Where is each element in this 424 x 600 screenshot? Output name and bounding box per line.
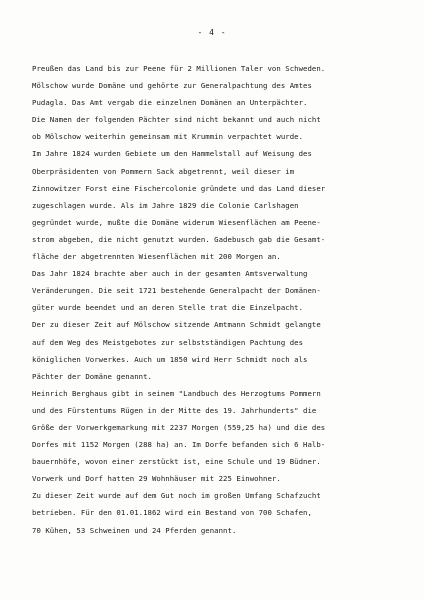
text-line: Die Namen der folgenden Pächter sind nicht bekannt und auch nicht <box>32 115 321 125</box>
text-line: Der zu dieser Zeit auf Mölschow sitzende Amtmann Schmidt gelangte <box>32 320 321 330</box>
text-line: bauernhöfe, wovon einer zerstückt ist, eine Schule und 19 Büdner. <box>32 457 321 467</box>
text-line: ob Mölschow weiterhin gemeinsam mit Krummin verpachtet wurde. <box>32 132 304 142</box>
text-line: strom abgeben, die nicht genutzt wurden. Gadebusch gab die Gesamt- <box>32 234 326 244</box>
text-line: Heinrich Berghaus gibt in seinem "Landbuch des Herzogtums Pommern <box>32 388 321 398</box>
text-line: Das Jahr 1824 brachte aber auch in der gesamten Amtsverwaltung <box>32 269 308 279</box>
text-line: Pächter der Domäne genannt. <box>32 371 152 381</box>
text-line: Oberpräsidenten von Pommern Sack abgetrennt, weil dieser im <box>32 166 295 176</box>
text-line: und des Fürstentums Rügen in der Mitte des 19. Jahrhunderts" die <box>32 405 317 415</box>
text-line: königlichen Vorwerkes. Auch um 1850 wird Herr Schmidt noch als <box>32 354 308 364</box>
text-line: fläche der abgetrennten Wiesenflächen mit 200 Morgen an. <box>32 252 281 262</box>
text-line: Vorwerk und Dorf hatten 29 Wohnhäuser mit 225 Einwohner. <box>32 474 281 484</box>
text-line: Dorfes mit 1152 Morgen (288 ha) an. Im Dorfe befanden sich 6 Halb- <box>32 440 326 450</box>
text-line: betrieben. Für den 01.01.1862 wird ein Bestand von 700 Schafen, <box>32 508 312 518</box>
text-line: Mölschow wurde Domäne und gehörte zur Generalpachtung des Amtes <box>32 81 312 91</box>
text-line: Zu dieser Zeit wurde auf dem Gut noch im großen Umfang Schafzucht <box>32 491 321 501</box>
page-number: - 4 - <box>197 28 227 37</box>
text-line: Im Jahre 1824 wurden Gebiete um den Hammelstall auf Weisung des <box>32 149 312 159</box>
text-line: auf dem Weg des Meistgebotes zur selbstständigen Pachtung des <box>32 337 304 347</box>
text-line: güter wurde beendet und an deren Stelle trat die Einzelpacht. <box>32 303 304 313</box>
text-line: Zinnowitzer Forst eine Fischercolonie gründete und das Land dieser <box>32 183 326 193</box>
text-line: Preußen das Land bis zur Peene für 2 Millionen Taler von Schweden. <box>32 64 326 73</box>
text-line: Veränderungen. Die seit 1721 bestehende Generalpacht der Domänen- <box>32 286 321 296</box>
text-line: gegründet wurde, mußte die Domäne widerum Wiesenflächen am Peene- <box>32 217 321 227</box>
text-line: 70 Kühen, 53 Schweinen und 24 Pferden genannt. <box>32 525 237 535</box>
text-line: zugeschlagen wurde. Als im Jahre 1829 die Colonie Carlshagen <box>32 200 299 210</box>
text-line: Pudagla. Das Amt vergab die einzelnen Domänen an Unterpächter. <box>32 98 308 108</box>
body-text <box>32 60 402 539</box>
text-line: Größe der Vorwerkgemarkung mit 2237 Morgen (559,25 ha) und die des <box>32 422 326 432</box>
